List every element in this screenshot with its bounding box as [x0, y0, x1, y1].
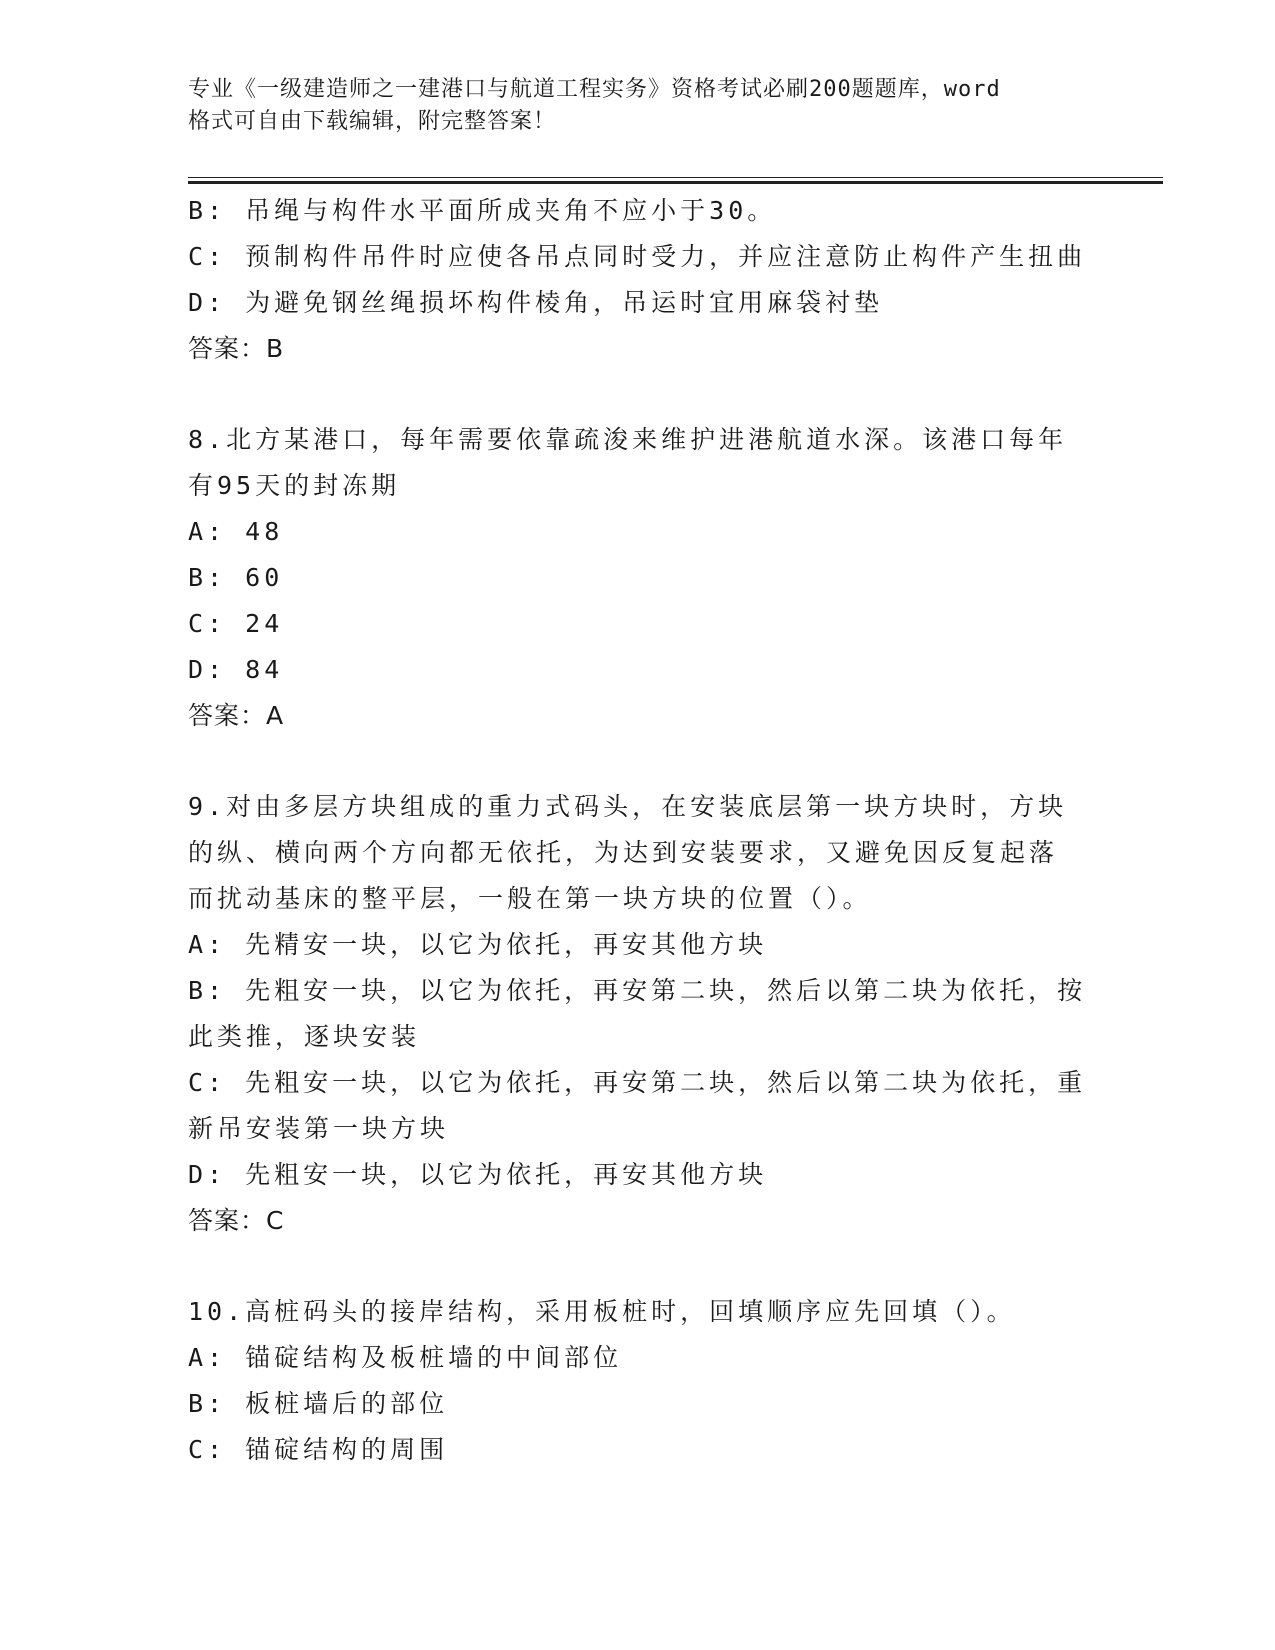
q9-option-a: A: 先精安一块，以它为依托，再安其他方块	[188, 930, 768, 959]
q9-answer: 答案：C	[188, 1206, 285, 1235]
spacer	[188, 1244, 1088, 1289]
q9-option-b-line-2: 此类推，逐块安装	[188, 1022, 421, 1051]
document-header	[188, 74, 1088, 138]
q8-option-b: B: 60	[188, 563, 284, 592]
q7-answer: 答案：B	[188, 334, 285, 363]
spacer	[188, 372, 1088, 417]
header-divider-thick	[188, 181, 1163, 184]
question-list	[188, 188, 1088, 1473]
q8-stem-line-2: 有95天的封冻期	[188, 471, 401, 500]
q9-stem-line-3: 而扰动基床的整平层，一般在第一块方块的位置（）。	[188, 884, 872, 913]
q8-option-a: A: 48	[188, 517, 284, 546]
header-divider-thin	[188, 177, 1163, 178]
q10-stem-line-1: 10.高桩码头的接岸结构，采用板桩时，回填顺序应先回填（）。	[188, 1297, 1016, 1326]
question-9	[188, 784, 1088, 1244]
q9-option-d: D: 先粗安一块，以它为依托，再安其他方块	[188, 1160, 768, 1189]
spacer	[188, 739, 1088, 784]
q10-option-b: B: 板桩墙后的部位	[188, 1389, 449, 1418]
header-line-1: 专业《一级建造师之一建港口与航道工程实务》资格考试必刷200题题库，word	[188, 77, 1001, 102]
q7-option-b: B: 吊绳与构件水平面所成夹角不应小于30。	[188, 196, 777, 225]
q9-option-b-line-1: B: 先粗安一块，以它为依托，再安第二块，然后以第二块为依托，按	[188, 976, 1087, 1005]
q7-option-d: D: 为避免钢丝绳损坏构件棱角，吊运时宜用麻袋衬垫	[188, 288, 884, 317]
q8-answer: 答案：A	[188, 701, 285, 730]
q9-stem-line-2: 的纵、横向两个方向都无依托，为达到安装要求，又避免因反复起落	[188, 838, 1059, 867]
question-8	[188, 417, 1088, 739]
q8-stem-line-1: 8.北方某港口，每年需要依靠疏浚来维护进港航道水深。该港口每年	[188, 425, 1068, 454]
question-7	[188, 188, 1088, 372]
q10-option-a: A: 锚碇结构及板桩墙的中间部位	[188, 1343, 623, 1372]
q8-option-d: D: 84	[188, 655, 284, 684]
q9-option-c-line-1: C: 先粗安一块，以它为依托，再安第二块，然后以第二块为依托，重	[188, 1068, 1087, 1097]
q7-option-c: C: 预制构件吊件时应使各吊点同时受力，并应注意防止构件产生扭曲	[188, 242, 1087, 271]
q8-option-c: C: 24	[188, 609, 284, 638]
question-10	[188, 1289, 1088, 1473]
q9-stem-line-1: 9.对由多层方块组成的重力式码头，在安装底层第一块方块时，方块	[188, 792, 1068, 821]
q10-option-c: C: 锚碇结构的周围	[188, 1435, 449, 1464]
q9-option-c-line-2: 新吊安装第一块方块	[188, 1114, 450, 1143]
header-line-2: 格式可自由下载编辑，附完整答案！	[188, 109, 557, 134]
